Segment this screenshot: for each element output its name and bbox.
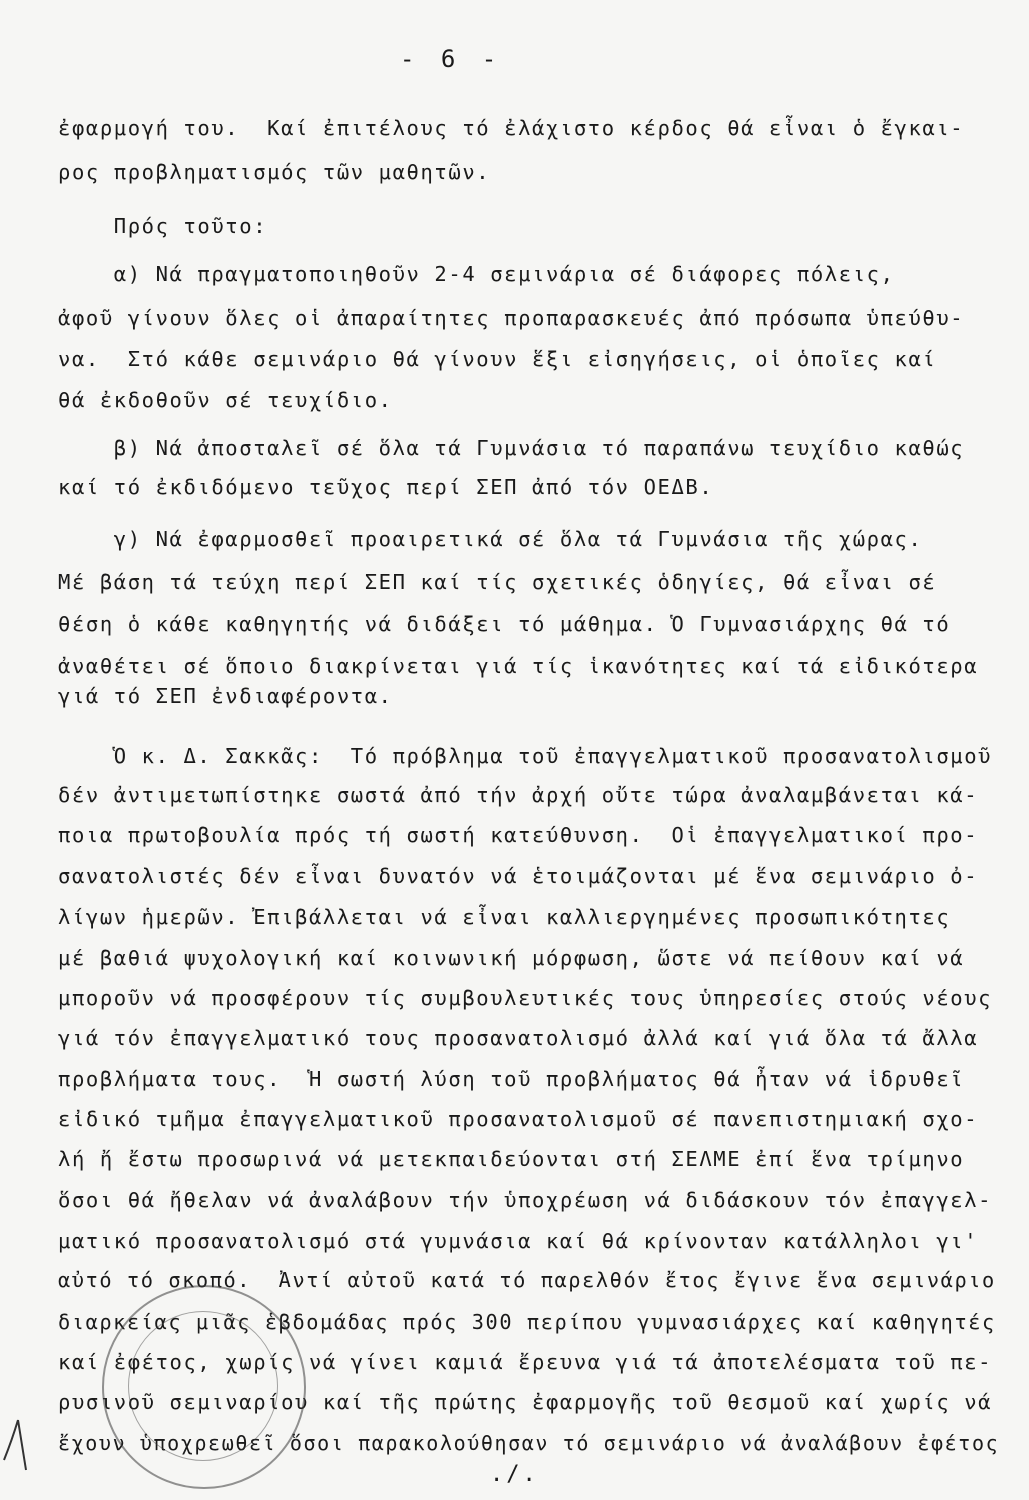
- text-line: Ὁ κ. Δ. Σακκᾶς: Τό πρόβλημα τοῦ ἐπαγγελματικοῦ προσανατολισμοῦ: [58, 744, 993, 768]
- text-line: θά ἐκδοθοῦν σέ τευχίδιο.: [58, 388, 393, 412]
- text-line: καί ἐφέτος, χωρίς νά γίνει καμιά ἔρευνα γιά τά ἀποτελέσματα τοῦ πε-: [58, 1350, 993, 1374]
- text-line: ἔχουν ὑποχρεωθεῖ ὅσοι παρακολούθησαν τό σεμινάριο νά ἀναλάβουν ἐφέτος: [58, 1431, 1000, 1455]
- text-line: γιά τόν ἐπαγγελματικό τους προσανατολισμό ἀλλά καί γιά ὅλα τά ἄλλα: [58, 1026, 979, 1050]
- margin-pen-mark: [0, 1400, 60, 1480]
- text-line: β) Νά ἀποσταλεῖ σέ ὅλα τά Γυμνάσια τό παραπάνω τευχίδιο καθώς: [58, 436, 965, 460]
- text-line: αὐτό τό σκοπό. Ἀντί αὐτοῦ κατά τό παρελθόν ἔτος ἔγινε ἕνα σεμινάριο: [58, 1268, 996, 1292]
- text-line: ἀναθέτει σέ ὅποιο διακρίνεται γιά τίς ἱκανότητες καί τά εἰδικότερα: [58, 654, 979, 678]
- text-line: μέ βαθιά ψυχολογική καί κοινωνική μόρφωση, ὥστε νά πείθουν καί νά: [58, 946, 965, 970]
- text-line: γ) Νά ἐφαρμοσθεῖ προαιρετικά σέ ὅλα τά Γυμνάσια τῆς χώρας.: [58, 527, 923, 551]
- text-line: προβλήματα τους. Ἡ σωστή λύση τοῦ προβλήματος θά ἦταν νά ἱδρυθεῖ: [58, 1067, 965, 1091]
- text-line: α) Νά πραγματοποιηθοῦν 2-4 σεμινάρια σέ διάφορες πόλεις,: [58, 262, 895, 286]
- text-line: ρυσινοῦ σεμιναρίου καί τῆς πρώτης ἐφαρμογῆς τοῦ θεσμοῦ καί χωρίς νά: [58, 1390, 993, 1414]
- text-line: διαρκείας μιᾶς ἑβδομάδας πρός 300 περίπου γυμνασιάρχες καί καθηγητές: [58, 1310, 996, 1334]
- text-line: λή ἤ ἔστω προσωρινά νά μετεκπαιδεύονται στή ΣΕΛΜΕ ἐπί ἕνα τρίμηνο: [58, 1147, 965, 1171]
- text-line: δέν ἀντιμετωπίστηκε σωστά ἀπό τήν ἀρχή οὔτε τώρα ἀναλαμβάνεται κά-: [58, 783, 979, 807]
- text-line: ματικό προσανατολισμό στά γυμνάσια καί θά κρίνονταν κατάλληλοι γι': [58, 1229, 979, 1253]
- official-stamp-inner-ring: [128, 1311, 278, 1461]
- text-line: να. Στό κάθε σεμινάριο θά γίνουν ἕξι εἰσηγήσεις, οἱ ὁποῖες καί: [58, 347, 937, 371]
- text-line: Μέ βάση τά τεύχη περί ΣΕΠ καί τίς σχετικές ὁδηγίες, θά εἶναι σέ: [58, 570, 937, 594]
- official-stamp: [102, 1285, 306, 1489]
- text-line: θέση ὁ κάθε καθηγητής νά διδάξει τό μάθημα. Ὁ Γυμνασιάρχης θά τό: [58, 612, 951, 636]
- text-line: ρος προβληματισμός τῶν μαθητῶν.: [58, 160, 491, 184]
- text-line: ποια πρωτοβουλία πρός τή σωστή κατεύθυνση. Οἱ ἐπαγγελματικοί προ-: [58, 823, 979, 847]
- text-line: καί τό ἐκδιδόμενο τεῦχος περί ΣΕΠ ἀπό τόν ΟΕΔΒ.: [58, 475, 714, 499]
- text-line: Πρός τοῦτο:: [58, 214, 268, 238]
- continuation-mark: ./.: [490, 1462, 539, 1487]
- text-line: ἀφοῦ γίνουν ὅλες οἱ ἀπαραίτητες προπαρασκευές ἀπό πρόσωπα ὑπεύθυ-: [58, 306, 965, 330]
- text-line: γιά τό ΣΕΠ ἐνδιαφέροντα.: [58, 684, 393, 708]
- text-line: μποροῦν νά προσφέρουν τίς συμβουλευτικές τους ὑπηρεσίες στούς νέους: [58, 986, 993, 1010]
- text-line: ἐφαρμογή του. Καί ἐπιτέλους τό ἐλάχιστο κέρδος θά εἶναι ὁ ἔγκαι-: [58, 116, 965, 140]
- text-line: εἰδικό τμῆμα ἐπαγγελματικοῦ προσανατολισμοῦ σέ πανεπιστημιακή σχο-: [58, 1107, 979, 1131]
- page-number: - 6 -: [400, 45, 503, 73]
- text-line: ὅσοι θά ἤθελαν νά ἀναλάβουν τήν ὑποχρέωση νά διδάσκουν τόν ἐπαγγελ-: [58, 1188, 993, 1212]
- text-line: λίγων ἡμερῶν. Ἐπιβάλλεται νά εἶναι καλλιεργημένες προσωπικότητες: [58, 905, 951, 929]
- text-line: σανατολιστές δέν εἶναι δυνατόν νά ἑτοιμάζονται μέ ἕνα σεμινάριο ὀ-: [58, 864, 979, 888]
